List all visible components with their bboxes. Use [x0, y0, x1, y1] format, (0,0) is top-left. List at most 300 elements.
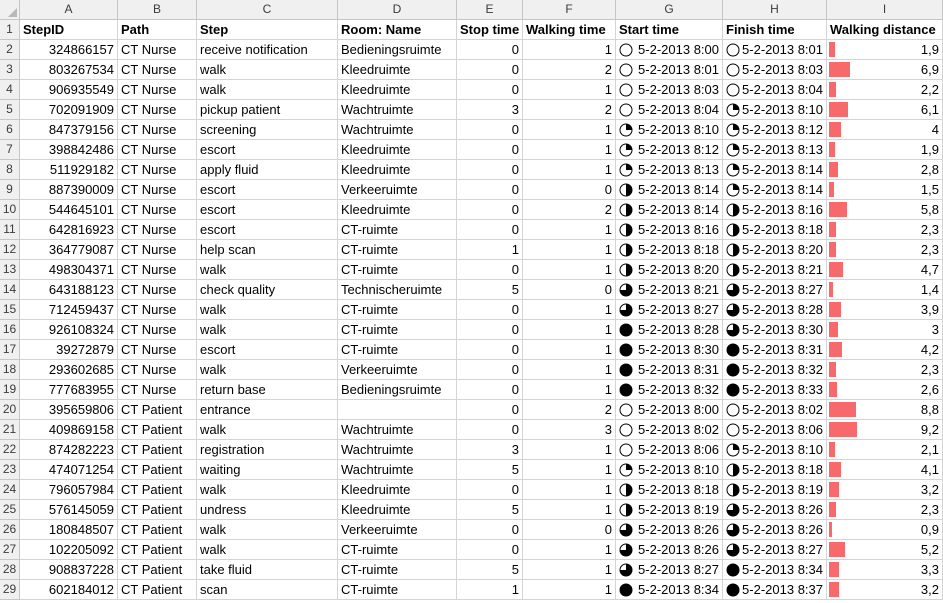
room-cell[interactable]: Verkeeruimte — [338, 180, 457, 200]
stop-time-cell[interactable]: 0 — [457, 300, 523, 320]
row-header[interactable]: 27 — [0, 540, 20, 560]
header-cell-c[interactable]: Step — [197, 20, 338, 40]
path-cell[interactable]: CT Patient — [118, 400, 197, 420]
stepid-cell[interactable]: 702091909 — [20, 100, 118, 120]
finish-time-cell[interactable] — [723, 240, 827, 260]
row-header[interactable]: 17 — [0, 340, 20, 360]
stop-time-cell[interactable]: 0 — [457, 40, 523, 60]
row-header[interactable]: 25 — [0, 500, 20, 520]
walking-distance-cell[interactable] — [827, 320, 943, 340]
start-time-cell[interactable] — [616, 100, 723, 120]
finish-time-cell[interactable] — [723, 420, 827, 440]
walking-distance-cell[interactable] — [827, 80, 943, 100]
stop-time-cell[interactable]: 3 — [457, 100, 523, 120]
start-time-cell[interactable] — [616, 420, 723, 440]
row-header[interactable]: 14 — [0, 280, 20, 300]
step-cell[interactable]: waiting — [197, 460, 338, 480]
finish-time-cell[interactable] — [723, 360, 827, 380]
start-time-cell[interactable] — [616, 200, 723, 220]
stepid-cell[interactable]: 39272879 — [20, 340, 118, 360]
row-header[interactable]: 10 — [0, 200, 20, 220]
start-time-cell[interactable] — [616, 540, 723, 560]
stop-time-cell[interactable]: 0 — [457, 340, 523, 360]
path-cell[interactable]: CT Nurse — [118, 60, 197, 80]
walking-time-cell[interactable]: 1 — [523, 40, 616, 60]
stepid-cell[interactable]: 293602685 — [20, 360, 118, 380]
stop-time-cell[interactable]: 1 — [457, 580, 523, 600]
stepid-cell[interactable]: 602184012 — [20, 580, 118, 600]
column-header-d[interactable]: D — [338, 0, 457, 20]
stop-time-cell[interactable]: 0 — [457, 160, 523, 180]
column-header-e[interactable]: E — [457, 0, 523, 20]
step-cell[interactable]: escort — [197, 200, 338, 220]
select-all-corner[interactable] — [0, 0, 20, 20]
finish-time-cell[interactable] — [723, 220, 827, 240]
finish-time-cell[interactable] — [723, 400, 827, 420]
walking-time-cell[interactable]: 0 — [523, 180, 616, 200]
walking-distance-cell[interactable] — [827, 500, 943, 520]
walking-distance-cell[interactable] — [827, 240, 943, 260]
step-cell[interactable]: take fluid — [197, 560, 338, 580]
room-cell[interactable]: Kleedruimte — [338, 480, 457, 500]
finish-time-cell[interactable] — [723, 280, 827, 300]
row-header[interactable]: 28 — [0, 560, 20, 580]
walking-distance-cell[interactable] — [827, 300, 943, 320]
stepid-cell[interactable]: 803267534 — [20, 60, 118, 80]
header-cell-d[interactable]: Room: Name — [338, 20, 457, 40]
walking-time-cell[interactable]: 1 — [523, 360, 616, 380]
row-header-1[interactable]: 1 — [0, 20, 20, 40]
header-cell-f[interactable]: Walking time — [523, 20, 616, 40]
step-cell[interactable]: registration — [197, 440, 338, 460]
stop-time-cell[interactable]: 0 — [457, 140, 523, 160]
finish-time-cell[interactable] — [723, 340, 827, 360]
finish-time-cell[interactable] — [723, 560, 827, 580]
row-header[interactable]: 2 — [0, 40, 20, 60]
row-header[interactable]: 22 — [0, 440, 20, 460]
column-header-a[interactable]: A — [20, 0, 118, 20]
walking-time-cell[interactable]: 0 — [523, 520, 616, 540]
step-cell[interactable]: walk — [197, 80, 338, 100]
path-cell[interactable]: CT Nurse — [118, 240, 197, 260]
step-cell[interactable]: escort — [197, 220, 338, 240]
walking-time-cell[interactable]: 1 — [523, 220, 616, 240]
stepid-cell[interactable]: 180848507 — [20, 520, 118, 540]
room-cell[interactable]: Bedieningsruimte — [338, 380, 457, 400]
path-cell[interactable]: CT Patient — [118, 560, 197, 580]
step-cell[interactable]: check quality — [197, 280, 338, 300]
finish-time-cell[interactable] — [723, 320, 827, 340]
stop-time-cell[interactable]: 5 — [457, 500, 523, 520]
row-header[interactable]: 6 — [0, 120, 20, 140]
room-cell[interactable]: Kleedruimte — [338, 60, 457, 80]
start-time-cell[interactable] — [616, 520, 723, 540]
step-cell[interactable]: escort — [197, 180, 338, 200]
stepid-cell[interactable]: 796057984 — [20, 480, 118, 500]
start-time-cell[interactable] — [616, 80, 723, 100]
finish-time-cell[interactable] — [723, 40, 827, 60]
step-cell[interactable]: walk — [197, 300, 338, 320]
row-header[interactable]: 15 — [0, 300, 20, 320]
walking-time-cell[interactable]: 1 — [523, 80, 616, 100]
room-cell[interactable]: Kleedruimte — [338, 200, 457, 220]
row-header[interactable]: 13 — [0, 260, 20, 280]
path-cell[interactable]: CT Nurse — [118, 220, 197, 240]
path-cell[interactable]: CT Patient — [118, 540, 197, 560]
walking-time-cell[interactable]: 1 — [523, 500, 616, 520]
stepid-cell[interactable]: 847379156 — [20, 120, 118, 140]
walking-time-cell[interactable]: 1 — [523, 140, 616, 160]
room-cell[interactable]: Kleedruimte — [338, 500, 457, 520]
room-cell[interactable]: CT-ruimte — [338, 580, 457, 600]
stepid-cell[interactable]: 643188123 — [20, 280, 118, 300]
walking-distance-cell[interactable] — [827, 480, 943, 500]
step-cell[interactable]: walk — [197, 260, 338, 280]
room-cell[interactable]: Kleedruimte — [338, 160, 457, 180]
finish-time-cell[interactable] — [723, 300, 827, 320]
finish-time-cell[interactable] — [723, 60, 827, 80]
column-header-g[interactable]: G — [616, 0, 723, 20]
walking-distance-cell[interactable] — [827, 160, 943, 180]
finish-time-cell[interactable] — [723, 260, 827, 280]
stepid-cell[interactable]: 511929182 — [20, 160, 118, 180]
stepid-cell[interactable]: 324866157 — [20, 40, 118, 60]
walking-time-cell[interactable]: 1 — [523, 340, 616, 360]
start-time-cell[interactable] — [616, 260, 723, 280]
stop-time-cell[interactable]: 0 — [457, 80, 523, 100]
walking-time-cell[interactable]: 1 — [523, 540, 616, 560]
step-cell[interactable]: entrance — [197, 400, 338, 420]
walking-time-cell[interactable]: 1 — [523, 240, 616, 260]
start-time-cell[interactable] — [616, 220, 723, 240]
path-cell[interactable]: CT Nurse — [118, 120, 197, 140]
stepid-cell[interactable]: 498304371 — [20, 260, 118, 280]
row-header[interactable]: 29 — [0, 580, 20, 600]
row-header[interactable]: 3 — [0, 60, 20, 80]
walking-time-cell[interactable]: 1 — [523, 380, 616, 400]
walking-time-cell[interactable]: 0 — [523, 280, 616, 300]
walking-distance-cell[interactable] — [827, 180, 943, 200]
stop-time-cell[interactable]: 0 — [457, 120, 523, 140]
finish-time-cell[interactable] — [723, 80, 827, 100]
walking-time-cell[interactable]: 1 — [523, 480, 616, 500]
step-cell[interactable]: walk — [197, 520, 338, 540]
start-time-cell[interactable] — [616, 340, 723, 360]
walking-distance-cell[interactable] — [827, 400, 943, 420]
start-time-cell[interactable] — [616, 320, 723, 340]
row-header[interactable]: 26 — [0, 520, 20, 540]
step-cell[interactable]: walk — [197, 360, 338, 380]
room-cell[interactable]: Wachtruimte — [338, 120, 457, 140]
path-cell[interactable]: CT Nurse — [118, 320, 197, 340]
start-time-cell[interactable] — [616, 380, 723, 400]
stepid-cell[interactable]: 887390009 — [20, 180, 118, 200]
start-time-cell[interactable] — [616, 400, 723, 420]
room-cell[interactable]: CT-ruimte — [338, 220, 457, 240]
room-cell[interactable]: Wachtruimte — [338, 100, 457, 120]
room-cell[interactable] — [338, 400, 457, 420]
row-header[interactable]: 7 — [0, 140, 20, 160]
row-header[interactable]: 21 — [0, 420, 20, 440]
walking-distance-cell[interactable] — [827, 60, 943, 80]
walking-distance-cell[interactable] — [827, 260, 943, 280]
finish-time-cell[interactable] — [723, 140, 827, 160]
column-header-f[interactable]: F — [523, 0, 616, 20]
step-cell[interactable]: return base — [197, 380, 338, 400]
header-cell-a[interactable]: StepID — [20, 20, 118, 40]
stop-time-cell[interactable]: 0 — [457, 360, 523, 380]
stepid-cell[interactable]: 395659806 — [20, 400, 118, 420]
path-cell[interactable]: CT Nurse — [118, 100, 197, 120]
stop-time-cell[interactable]: 0 — [457, 220, 523, 240]
path-cell[interactable]: CT Nurse — [118, 180, 197, 200]
step-cell[interactable]: pickup patient — [197, 100, 338, 120]
finish-time-cell[interactable] — [723, 380, 827, 400]
row-header[interactable]: 9 — [0, 180, 20, 200]
room-cell[interactable]: CT-ruimte — [338, 260, 457, 280]
row-header[interactable]: 20 — [0, 400, 20, 420]
room-cell[interactable]: CT-ruimte — [338, 300, 457, 320]
finish-time-cell[interactable] — [723, 520, 827, 540]
walking-distance-cell[interactable] — [827, 380, 943, 400]
step-cell[interactable]: apply fluid — [197, 160, 338, 180]
path-cell[interactable]: CT Nurse — [118, 380, 197, 400]
room-cell[interactable]: CT-ruimte — [338, 560, 457, 580]
start-time-cell[interactable] — [616, 280, 723, 300]
start-time-cell[interactable] — [616, 500, 723, 520]
row-header[interactable]: 18 — [0, 360, 20, 380]
finish-time-cell[interactable] — [723, 540, 827, 560]
stepid-cell[interactable]: 398842486 — [20, 140, 118, 160]
room-cell[interactable]: CT-ruimte — [338, 540, 457, 560]
finish-time-cell[interactable] — [723, 120, 827, 140]
column-header-c[interactable]: C — [197, 0, 338, 20]
walking-distance-cell[interactable] — [827, 540, 943, 560]
finish-time-cell[interactable] — [723, 160, 827, 180]
path-cell[interactable]: CT Patient — [118, 580, 197, 600]
stepid-cell[interactable]: 544645101 — [20, 200, 118, 220]
finish-time-cell[interactable] — [723, 440, 827, 460]
walking-time-cell[interactable]: 1 — [523, 460, 616, 480]
walking-time-cell[interactable]: 1 — [523, 260, 616, 280]
row-header[interactable]: 8 — [0, 160, 20, 180]
walking-distance-cell[interactable] — [827, 360, 943, 380]
walking-time-cell[interactable]: 2 — [523, 400, 616, 420]
room-cell[interactable]: Verkeeruimte — [338, 520, 457, 540]
stop-time-cell[interactable]: 0 — [457, 520, 523, 540]
walking-distance-cell[interactable] — [827, 200, 943, 220]
walking-distance-cell[interactable] — [827, 460, 943, 480]
stop-time-cell[interactable]: 5 — [457, 280, 523, 300]
start-time-cell[interactable] — [616, 360, 723, 380]
finish-time-cell[interactable] — [723, 580, 827, 600]
path-cell[interactable]: CT Nurse — [118, 200, 197, 220]
row-header[interactable]: 19 — [0, 380, 20, 400]
start-time-cell[interactable] — [616, 240, 723, 260]
stepid-cell[interactable]: 364779087 — [20, 240, 118, 260]
walking-time-cell[interactable]: 2 — [523, 100, 616, 120]
start-time-cell[interactable] — [616, 560, 723, 580]
walking-distance-cell[interactable] — [827, 440, 943, 460]
path-cell[interactable]: CT Patient — [118, 420, 197, 440]
room-cell[interactable]: Wachtruimte — [338, 420, 457, 440]
column-header-b[interactable]: B — [118, 0, 197, 20]
step-cell[interactable]: undress — [197, 500, 338, 520]
walking-distance-cell[interactable] — [827, 120, 943, 140]
stepid-cell[interactable]: 874282223 — [20, 440, 118, 460]
start-time-cell[interactable] — [616, 40, 723, 60]
stop-time-cell[interactable]: 0 — [457, 180, 523, 200]
walking-distance-cell[interactable] — [827, 280, 943, 300]
row-header[interactable]: 5 — [0, 100, 20, 120]
step-cell[interactable]: walk — [197, 320, 338, 340]
stepid-cell[interactable]: 712459437 — [20, 300, 118, 320]
walking-distance-cell[interactable] — [827, 580, 943, 600]
walking-time-cell[interactable]: 1 — [523, 120, 616, 140]
walking-distance-cell[interactable] — [827, 40, 943, 60]
path-cell[interactable]: CT Nurse — [118, 140, 197, 160]
column-header-i[interactable]: I — [827, 0, 943, 20]
stepid-cell[interactable]: 474071254 — [20, 460, 118, 480]
step-cell[interactable]: receive notification — [197, 40, 338, 60]
start-time-cell[interactable] — [616, 160, 723, 180]
room-cell[interactable]: Verkeeruimte — [338, 360, 457, 380]
walking-distance-cell[interactable] — [827, 100, 943, 120]
finish-time-cell[interactable] — [723, 480, 827, 500]
room-cell[interactable]: Technischeruimte — [338, 280, 457, 300]
path-cell[interactable]: CT Nurse — [118, 260, 197, 280]
start-time-cell[interactable] — [616, 440, 723, 460]
walking-distance-cell[interactable] — [827, 420, 943, 440]
walking-time-cell[interactable]: 1 — [523, 580, 616, 600]
start-time-cell[interactable] — [616, 180, 723, 200]
header-cell-e[interactable]: Stop time — [457, 20, 523, 40]
walking-time-cell[interactable]: 1 — [523, 160, 616, 180]
row-header[interactable]: 23 — [0, 460, 20, 480]
stop-time-cell[interactable]: 5 — [457, 460, 523, 480]
stop-time-cell[interactable]: 5 — [457, 560, 523, 580]
stepid-cell[interactable]: 642816923 — [20, 220, 118, 240]
stepid-cell[interactable]: 409869158 — [20, 420, 118, 440]
path-cell[interactable]: CT Patient — [118, 460, 197, 480]
step-cell[interactable]: walk — [197, 480, 338, 500]
walking-time-cell[interactable]: 1 — [523, 300, 616, 320]
stepid-cell[interactable]: 777683955 — [20, 380, 118, 400]
path-cell[interactable]: CT Patient — [118, 520, 197, 540]
path-cell[interactable]: CT Nurse — [118, 280, 197, 300]
stop-time-cell[interactable]: 0 — [457, 260, 523, 280]
room-cell[interactable]: CT-ruimte — [338, 320, 457, 340]
walking-time-cell[interactable]: 2 — [523, 200, 616, 220]
walking-distance-cell[interactable] — [827, 220, 943, 240]
room-cell[interactable]: Kleedruimte — [338, 140, 457, 160]
start-time-cell[interactable] — [616, 140, 723, 160]
path-cell[interactable]: CT Nurse — [118, 360, 197, 380]
row-header[interactable]: 24 — [0, 480, 20, 500]
finish-time-cell[interactable] — [723, 500, 827, 520]
start-time-cell[interactable] — [616, 580, 723, 600]
stop-time-cell[interactable]: 0 — [457, 380, 523, 400]
path-cell[interactable]: CT Patient — [118, 440, 197, 460]
row-header[interactable]: 12 — [0, 240, 20, 260]
step-cell[interactable]: escort — [197, 140, 338, 160]
row-header[interactable]: 4 — [0, 80, 20, 100]
path-cell[interactable]: CT Patient — [118, 480, 197, 500]
step-cell[interactable]: walk — [197, 60, 338, 80]
walking-distance-cell[interactable] — [827, 560, 943, 580]
path-cell[interactable]: CT Nurse — [118, 160, 197, 180]
finish-time-cell[interactable] — [723, 460, 827, 480]
step-cell[interactable]: scan — [197, 580, 338, 600]
room-cell[interactable]: Wachtruimte — [338, 460, 457, 480]
room-cell[interactable]: Kleedruimte — [338, 80, 457, 100]
stop-time-cell[interactable]: 0 — [457, 400, 523, 420]
start-time-cell[interactable] — [616, 120, 723, 140]
header-cell-h[interactable]: Finish time — [723, 20, 827, 40]
walking-time-cell[interactable]: 1 — [523, 320, 616, 340]
finish-time-cell[interactable] — [723, 200, 827, 220]
room-cell[interactable]: Wachtruimte — [338, 440, 457, 460]
step-cell[interactable]: screening — [197, 120, 338, 140]
path-cell[interactable]: CT Nurse — [118, 340, 197, 360]
stepid-cell[interactable]: 576145059 — [20, 500, 118, 520]
walking-time-cell[interactable]: 3 — [523, 420, 616, 440]
stepid-cell[interactable]: 906935549 — [20, 80, 118, 100]
room-cell[interactable]: CT-ruimte — [338, 240, 457, 260]
walking-time-cell[interactable]: 1 — [523, 560, 616, 580]
stop-time-cell[interactable]: 3 — [457, 440, 523, 460]
room-cell[interactable]: CT-ruimte — [338, 340, 457, 360]
stop-time-cell[interactable]: 0 — [457, 320, 523, 340]
start-time-cell[interactable] — [616, 480, 723, 500]
stop-time-cell[interactable]: 1 — [457, 240, 523, 260]
header-cell-i[interactable]: Walking distance — [827, 20, 943, 40]
walking-time-cell[interactable]: 1 — [523, 440, 616, 460]
stepid-cell[interactable]: 908837228 — [20, 560, 118, 580]
path-cell[interactable]: CT Patient — [118, 500, 197, 520]
room-cell[interactable]: Bedieningsruimte — [338, 40, 457, 60]
walking-distance-cell[interactable] — [827, 140, 943, 160]
walking-time-cell[interactable]: 2 — [523, 60, 616, 80]
step-cell[interactable]: walk — [197, 540, 338, 560]
header-cell-b[interactable]: Path — [118, 20, 197, 40]
start-time-cell[interactable] — [616, 60, 723, 80]
stop-time-cell[interactable]: 0 — [457, 480, 523, 500]
stepid-cell[interactable]: 926108324 — [20, 320, 118, 340]
walking-distance-cell[interactable] — [827, 340, 943, 360]
row-header[interactable]: 11 — [0, 220, 20, 240]
stop-time-cell[interactable]: 0 — [457, 200, 523, 220]
step-cell[interactable]: escort — [197, 340, 338, 360]
step-cell[interactable]: walk — [197, 420, 338, 440]
finish-time-cell[interactable] — [723, 180, 827, 200]
path-cell[interactable]: CT Nurse — [118, 300, 197, 320]
column-header-h[interactable]: H — [723, 0, 827, 20]
stop-time-cell[interactable]: 0 — [457, 60, 523, 80]
stepid-cell[interactable]: 102205092 — [20, 540, 118, 560]
start-time-cell[interactable] — [616, 300, 723, 320]
path-cell[interactable]: CT Nurse — [118, 80, 197, 100]
path-cell[interactable]: CT Nurse — [118, 40, 197, 60]
header-cell-g[interactable]: Start time — [616, 20, 723, 40]
finish-time-cell[interactable] — [723, 100, 827, 120]
stop-time-cell[interactable]: 0 — [457, 540, 523, 560]
start-time-cell[interactable] — [616, 460, 723, 480]
walking-distance-cell[interactable] — [827, 520, 943, 540]
row-header[interactable]: 16 — [0, 320, 20, 340]
stop-time-cell[interactable]: 0 — [457, 420, 523, 440]
step-cell[interactable]: help scan — [197, 240, 338, 260]
